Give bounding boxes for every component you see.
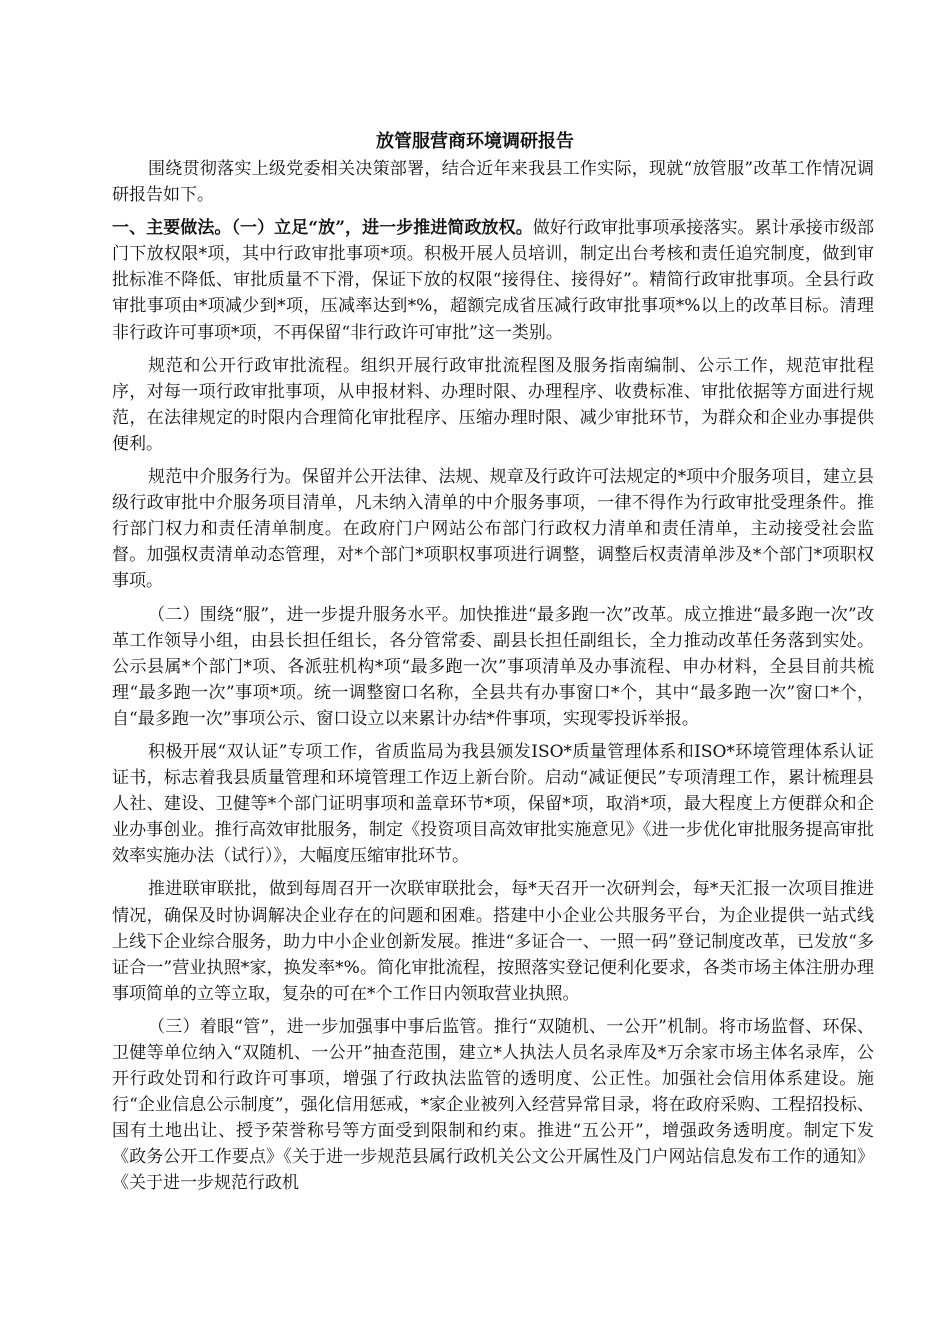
joint-review-paragraph: 推进联审联批，做到每周召开一次联审联批会，每*天召开一次研判会，每*天汇报一次项目推进情况，确保及时协调解决企业存在的问题和困难。搭建中小企业公共服务平台，为企业提供一站式线上线下企业综合服务，助力中小企业创新发展。推进“多证合一、一照一码”登记制度改革，已发放“多证合一”营业执照*家，换发率*%。简化审批流程，按照落实登记便利化要求，各类市场主体注册办理事项简单的立等立取，复杂的可在*个工作日内领取营业执照。: [112, 879, 874, 1004]
service-section-paragraph: （二）围绕“服”，进一步提升服务水平。加快推进“最多跑一次”改革。成立推进“最多跑一次”改革工作领导小组，由县长担任组长，各分管常委、副县长担任副组长，全力推动改革任务落到实处。公示县属*个部门*项、各派驻机构*项“最多跑一次”事项清单及办事流程、申办材料，全县目前共梳理“最多跑一次”事项*项。统一调整窗口名称，全县共有办事窗口*个，其中“最多跑一次”窗口*个，自“最多跑一次”事项公示、窗口设立以来累计办结*件事项，实现零投诉举报。: [112, 604, 874, 729]
section-one-paragraph: [112, 215, 874, 345]
intro-paragraph: 围绕贯彻落实上级党委相关决策部署，结合近年来我县工作实际，现就“放管服”改革工作情况调研报告如下。: [112, 159, 874, 206]
section-one-body: 做好行政审批事项承接落实。累计承接市级部门下放权限*项，其中行政审批事项*项。积极开展人员培训，制定出台考核和责任追究制度，做到审批标准不降低、审批质量不下滑，保证下放的权限“接得住、接得好”。精简行政审批事项。全县行政审批事项由*项减少到*项，压减率达到*%，超额完成省压减行政审批事项*%以上的改革目标。清理非行政许可事项*项，不再保留“非行政许可审批”这一类别。: [112, 218, 875, 343]
section-one-heading: 一、主要做法。（一）立足“放”，进一步推进简政放权。: [112, 218, 533, 239]
dual-certification-paragraph: 积极开展“双认证”专项工作，省质监局为我县颁发ISO*质量管理体系和ISO*环境管理体系认证证书，标志着我县质量管理和环境管理工作迈上新台阶。启动“减证便民”专项清理工作，累计梳理县人社、建设、卫健等*个部门证明事项和盖章环节*项，保留*项，取消*项，最大程度上方便群众和企业办事创业。推行高效审批服务，制定《投资项目高效审批实施意见》《进一步优化审批服务提高审批效率实施办法（试行）》，大幅度压缩审批环节。: [112, 741, 874, 867]
document-body: [112, 156, 874, 1204]
intermediary-service-paragraph: 规范中介服务行为。保留并公开法律、法规、规章及行政许可法规定的*项中介服务项目，建立县级行政审批中介服务项目清单，凡未纳入清单的中介服务事项，一律不得作为行政审批受理条件。推行部门权力和责任清单制度。在政府门户网站公布部门行政权力清单和责任清单，主动接受社会监督。加强权责清单动态管理，对*个部门*项职权事项进行调整，调整后权责清单涉及*个部门*项职权事项。: [112, 467, 874, 592]
document-title: 放管服营商环境调研报告: [376, 131, 574, 152]
approval-process-paragraph: 规范和公开行政审批流程。组织开展行政审批流程图及服务指南编制、公示工作，规范审批程序，对每一项行政审批事项，从申报材料、办理时限、办理程序、收费标准、审批依据等方面进行规范，在法律规定的时限内合理简化审批程序、压缩办理时限、减少审批环节，为群众和企业办事提供便利。: [112, 355, 874, 454]
supervision-section-paragraph: （三）着眼“管”，进一步加强事中事后监管。推行“双随机、一公开”机制。将市场监督、环保、卫健等单位纳入“双随机、一公开”抽查范围，建立*人执法人员名录库及*万余家市场主体名录库，公开行政处罚和行政许可事项，增强了行政执法监管的透明度、公正性。加强社会信用体系建设。施行“企业信息公示制度”，强化信用惩戒，*家企业被列入经营异常目录，将在政府采购、工程招投标、国有土地出让、授予荣誉称号等方面受到限制和约束。推进“五公开”，增强政务透明度。制定下发《政务公开工作要点》《关于进一步规范县属行政机关公文公开属性及门户网站信息发布工作的通知》《关于进一步规范行政机: [112, 1016, 874, 1194]
